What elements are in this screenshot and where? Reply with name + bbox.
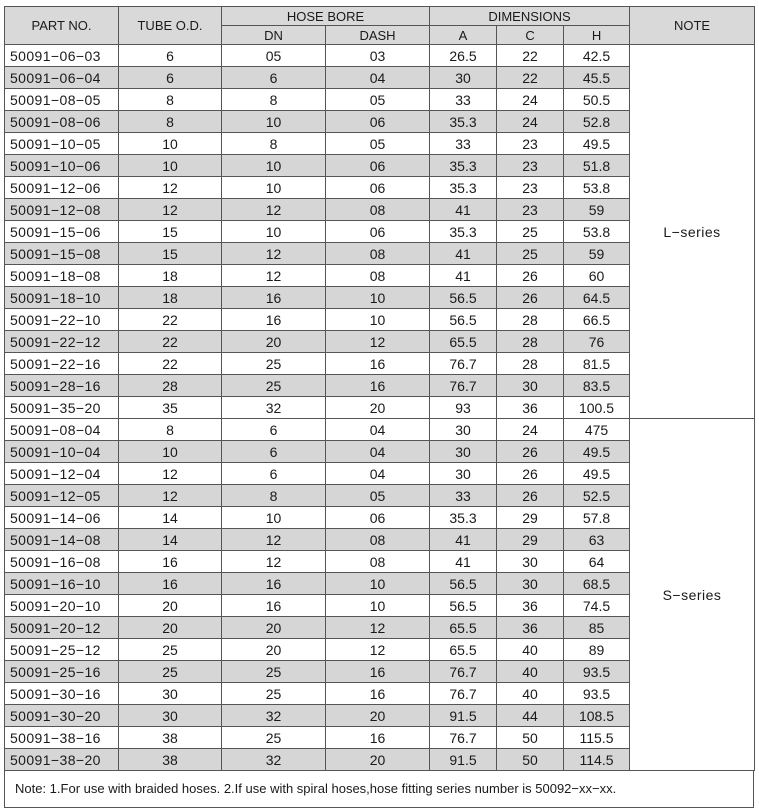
dim-c-cell: 28 [497, 309, 564, 331]
dash-cell: 12 [326, 331, 430, 353]
part-no-cell: 50091−16−10 [5, 573, 119, 595]
dim-h-cell: 100.5 [564, 397, 630, 419]
part-no-cell: 50091−25−12 [5, 639, 119, 661]
dash-cell: 04 [326, 441, 430, 463]
dim-c-cell: 44 [497, 705, 564, 727]
dim-h-cell: 52.5 [564, 485, 630, 507]
dim-a-cell: 30 [430, 463, 497, 485]
dn-cell: 10 [222, 155, 326, 177]
dn-cell: 16 [222, 573, 326, 595]
part-no-cell: 50091−35−20 [5, 397, 119, 419]
tube-od-cell: 8 [119, 419, 222, 441]
part-no-cell: 50091−20−10 [5, 595, 119, 617]
dash-cell: 06 [326, 155, 430, 177]
dim-c-cell: 24 [497, 419, 564, 441]
tube-od-cell: 22 [119, 331, 222, 353]
part-no-cell: 50091−30−20 [5, 705, 119, 727]
dash-cell: 06 [326, 507, 430, 529]
dim-h-cell: 108.5 [564, 705, 630, 727]
tube-od-cell: 6 [119, 45, 222, 67]
tube-od-cell: 15 [119, 221, 222, 243]
dn-cell: 12 [222, 265, 326, 287]
tube-od-cell: 16 [119, 573, 222, 595]
table-body [5, 45, 755, 771]
dim-c-cell: 26 [497, 463, 564, 485]
tube-od-cell: 25 [119, 661, 222, 683]
dn-cell: 6 [222, 463, 326, 485]
part-no-cell: 50091−12−04 [5, 463, 119, 485]
dash-cell: 12 [326, 617, 430, 639]
dim-h-cell: 85 [564, 617, 630, 639]
tube-od-cell: 18 [119, 265, 222, 287]
tube-od-cell: 14 [119, 507, 222, 529]
dim-c-cell: 22 [497, 45, 564, 67]
dn-cell: 10 [222, 221, 326, 243]
tube-od-cell: 15 [119, 243, 222, 265]
header-dimensions: DIMENSIONS [430, 7, 630, 26]
dim-h-cell: 63 [564, 529, 630, 551]
dim-a-cell: 30 [430, 441, 497, 463]
dim-c-cell: 40 [497, 661, 564, 683]
fitting-spec-table [4, 6, 755, 771]
tube-od-cell: 16 [119, 551, 222, 573]
tube-od-cell: 12 [119, 177, 222, 199]
dim-h-cell: 60 [564, 265, 630, 287]
dash-cell: 12 [326, 639, 430, 661]
header-c: C [497, 26, 564, 45]
dim-h-cell: 52.8 [564, 111, 630, 133]
header-tube-od: TUBE O.D. [119, 7, 222, 45]
dim-h-cell: 49.5 [564, 463, 630, 485]
dim-a-cell: 30 [430, 67, 497, 89]
table-row [5, 419, 755, 441]
dim-c-cell: 28 [497, 353, 564, 375]
dim-a-cell: 41 [430, 243, 497, 265]
dim-c-cell: 23 [497, 133, 564, 155]
dim-a-cell: 93 [430, 397, 497, 419]
dash-cell: 10 [326, 595, 430, 617]
dim-c-cell: 26 [497, 441, 564, 463]
dim-c-cell: 26 [497, 485, 564, 507]
dim-h-cell: 81.5 [564, 353, 630, 375]
tube-od-cell: 20 [119, 595, 222, 617]
dn-cell: 16 [222, 287, 326, 309]
header-note: NOTE [630, 7, 755, 45]
dash-cell: 06 [326, 221, 430, 243]
dim-a-cell: 56.5 [430, 595, 497, 617]
dim-a-cell: 41 [430, 551, 497, 573]
dn-cell: 12 [222, 551, 326, 573]
dim-a-cell: 56.5 [430, 309, 497, 331]
dn-cell: 32 [222, 705, 326, 727]
dn-cell: 6 [222, 419, 326, 441]
dim-a-cell: 35.3 [430, 155, 497, 177]
dim-c-cell: 50 [497, 727, 564, 749]
dim-a-cell: 76.7 [430, 683, 497, 705]
tube-od-cell: 20 [119, 617, 222, 639]
dim-a-cell: 76.7 [430, 727, 497, 749]
part-no-cell: 50091−08−04 [5, 419, 119, 441]
dim-a-cell: 33 [430, 485, 497, 507]
dim-a-cell: 33 [430, 89, 497, 111]
dim-h-cell: 76 [564, 331, 630, 353]
tube-od-cell: 30 [119, 705, 222, 727]
tube-od-cell: 38 [119, 749, 222, 771]
part-no-cell: 50091−12−05 [5, 485, 119, 507]
dim-c-cell: 26 [497, 287, 564, 309]
dim-a-cell: 76.7 [430, 661, 497, 683]
dim-h-cell: 64.5 [564, 287, 630, 309]
part-no-cell: 50091−10−05 [5, 133, 119, 155]
tube-od-cell: 25 [119, 639, 222, 661]
part-no-cell: 50091−06−03 [5, 45, 119, 67]
dash-cell: 03 [326, 45, 430, 67]
dn-cell: 20 [222, 639, 326, 661]
dn-cell: 16 [222, 595, 326, 617]
dim-a-cell: 35.3 [430, 177, 497, 199]
dim-h-cell: 49.5 [564, 441, 630, 463]
tube-od-cell: 28 [119, 375, 222, 397]
dim-h-cell: 64 [564, 551, 630, 573]
dim-h-cell: 83.5 [564, 375, 630, 397]
dash-cell: 16 [326, 683, 430, 705]
tube-od-cell: 12 [119, 199, 222, 221]
dim-a-cell: 41 [430, 199, 497, 221]
dim-c-cell: 25 [497, 243, 564, 265]
part-no-cell: 50091−10−06 [5, 155, 119, 177]
part-no-cell: 50091−12−06 [5, 177, 119, 199]
dash-cell: 06 [326, 111, 430, 133]
tube-od-cell: 10 [119, 441, 222, 463]
part-no-cell: 50091−25−16 [5, 661, 119, 683]
part-no-cell: 50091−14−06 [5, 507, 119, 529]
dim-c-cell: 36 [497, 397, 564, 419]
dim-a-cell: 56.5 [430, 287, 497, 309]
dim-c-cell: 30 [497, 375, 564, 397]
dim-h-cell: 57.8 [564, 507, 630, 529]
tube-od-cell: 12 [119, 463, 222, 485]
dn-cell: 6 [222, 67, 326, 89]
dim-a-cell: 76.7 [430, 375, 497, 397]
dn-cell: 10 [222, 177, 326, 199]
dn-cell: 20 [222, 617, 326, 639]
part-no-cell: 50091−10−04 [5, 441, 119, 463]
tube-od-cell: 30 [119, 683, 222, 705]
header-part-no: PART NO. [5, 7, 119, 45]
series-note-cell: S−series [630, 419, 755, 771]
tube-od-cell: 8 [119, 111, 222, 133]
dash-cell: 20 [326, 705, 430, 727]
dn-cell: 6 [222, 441, 326, 463]
tube-od-cell: 10 [119, 155, 222, 177]
series-note-cell: L−series [630, 45, 755, 419]
part-no-cell: 50091−38−20 [5, 749, 119, 771]
part-no-cell: 50091−12−08 [5, 199, 119, 221]
dim-a-cell: 41 [430, 529, 497, 551]
tube-od-cell: 14 [119, 529, 222, 551]
dim-a-cell: 35.3 [430, 111, 497, 133]
dim-a-cell: 26.5 [430, 45, 497, 67]
dash-cell: 06 [326, 177, 430, 199]
dim-c-cell: 23 [497, 155, 564, 177]
part-no-cell: 50091−18−08 [5, 265, 119, 287]
dash-cell: 16 [326, 727, 430, 749]
tube-od-cell: 10 [119, 133, 222, 155]
part-no-cell: 50091−22−10 [5, 309, 119, 331]
dim-h-cell: 53.8 [564, 177, 630, 199]
dn-cell: 25 [222, 375, 326, 397]
dash-cell: 16 [326, 353, 430, 375]
dim-h-cell: 51.8 [564, 155, 630, 177]
dim-c-cell: 29 [497, 529, 564, 551]
header-dash: DASH [326, 26, 430, 45]
dim-h-cell: 68.5 [564, 573, 630, 595]
dn-cell: 25 [222, 661, 326, 683]
dim-a-cell: 35.3 [430, 507, 497, 529]
dash-cell: 10 [326, 287, 430, 309]
dash-cell: 20 [326, 397, 430, 419]
dim-a-cell: 76.7 [430, 353, 497, 375]
dim-c-cell: 26 [497, 265, 564, 287]
dn-cell: 12 [222, 199, 326, 221]
dash-cell: 10 [326, 309, 430, 331]
dim-c-cell: 22 [497, 67, 564, 89]
dim-a-cell: 65.5 [430, 331, 497, 353]
table-row [5, 45, 755, 67]
dash-cell: 16 [326, 375, 430, 397]
dn-cell: 25 [222, 353, 326, 375]
dash-cell: 20 [326, 749, 430, 771]
header-hose-bore: HOSE BORE [222, 7, 430, 26]
header-dn: DN [222, 26, 326, 45]
part-no-cell: 50091−38−16 [5, 727, 119, 749]
dn-cell: 10 [222, 111, 326, 133]
part-no-cell: 50091−22−16 [5, 353, 119, 375]
dim-c-cell: 24 [497, 111, 564, 133]
dim-h-cell: 74.5 [564, 595, 630, 617]
dim-h-cell: 53.8 [564, 221, 630, 243]
part-no-cell: 50091−16−08 [5, 551, 119, 573]
part-no-cell: 50091−14−08 [5, 529, 119, 551]
dim-h-cell: 93.5 [564, 683, 630, 705]
dash-cell: 08 [326, 265, 430, 287]
tube-od-cell: 18 [119, 287, 222, 309]
dn-cell: 05 [222, 45, 326, 67]
dash-cell: 08 [326, 199, 430, 221]
dim-c-cell: 40 [497, 639, 564, 661]
dim-c-cell: 40 [497, 683, 564, 705]
part-no-cell: 50091−15−06 [5, 221, 119, 243]
dim-c-cell: 36 [497, 595, 564, 617]
header-a: A [430, 26, 497, 45]
dash-cell: 08 [326, 529, 430, 551]
dim-c-cell: 28 [497, 331, 564, 353]
tube-od-cell: 22 [119, 353, 222, 375]
dim-h-cell: 89 [564, 639, 630, 661]
dash-cell: 16 [326, 661, 430, 683]
dim-a-cell: 30 [430, 419, 497, 441]
dim-c-cell: 50 [497, 749, 564, 771]
dim-c-cell: 29 [497, 507, 564, 529]
dn-cell: 25 [222, 683, 326, 705]
dn-cell: 8 [222, 485, 326, 507]
dim-a-cell: 41 [430, 265, 497, 287]
header-h: H [564, 26, 630, 45]
dash-cell: 05 [326, 89, 430, 111]
dn-cell: 32 [222, 749, 326, 771]
tube-od-cell: 35 [119, 397, 222, 419]
dim-h-cell: 50.5 [564, 89, 630, 111]
spec-sheet [4, 6, 754, 808]
dash-cell: 08 [326, 551, 430, 573]
tube-od-cell: 8 [119, 89, 222, 111]
dim-h-cell: 115.5 [564, 727, 630, 749]
dash-cell: 05 [326, 485, 430, 507]
dim-h-cell: 59 [564, 199, 630, 221]
tube-od-cell: 38 [119, 727, 222, 749]
part-no-cell: 50091−08−06 [5, 111, 119, 133]
dim-a-cell: 35.3 [430, 221, 497, 243]
part-no-cell: 50091−22−12 [5, 331, 119, 353]
dn-cell: 25 [222, 727, 326, 749]
dim-h-cell: 42.5 [564, 45, 630, 67]
dim-h-cell: 114.5 [564, 749, 630, 771]
part-no-cell: 50091−18−10 [5, 287, 119, 309]
dash-cell: 04 [326, 419, 430, 441]
dash-cell: 10 [326, 573, 430, 595]
dim-h-cell: 93.5 [564, 661, 630, 683]
tube-od-cell: 6 [119, 67, 222, 89]
dn-cell: 12 [222, 243, 326, 265]
dn-cell: 10 [222, 507, 326, 529]
table-header [5, 7, 755, 45]
part-no-cell: 50091−28−16 [5, 375, 119, 397]
dn-cell: 8 [222, 133, 326, 155]
dim-h-cell: 66.5 [564, 309, 630, 331]
dn-cell: 32 [222, 397, 326, 419]
dim-a-cell: 91.5 [430, 749, 497, 771]
dn-cell: 16 [222, 309, 326, 331]
footnote: Note: 1.For use with braided hoses. 2.If use with spiral hoses,hose fitting series number is 50092−xx−xx. [4, 771, 754, 808]
dim-a-cell: 33 [430, 133, 497, 155]
part-no-cell: 50091−08−05 [5, 89, 119, 111]
tube-od-cell: 22 [119, 309, 222, 331]
dim-a-cell: 65.5 [430, 617, 497, 639]
dim-c-cell: 30 [497, 551, 564, 573]
dim-c-cell: 25 [497, 221, 564, 243]
dash-cell: 08 [326, 243, 430, 265]
dim-h-cell: 45.5 [564, 67, 630, 89]
dn-cell: 8 [222, 89, 326, 111]
part-no-cell: 50091−20−12 [5, 617, 119, 639]
part-no-cell: 50091−30−16 [5, 683, 119, 705]
dim-a-cell: 56.5 [430, 573, 497, 595]
dim-c-cell: 36 [497, 617, 564, 639]
tube-od-cell: 12 [119, 485, 222, 507]
dim-h-cell: 59 [564, 243, 630, 265]
dn-cell: 12 [222, 529, 326, 551]
dim-h-cell: 475 [564, 419, 630, 441]
part-no-cell: 50091−15−08 [5, 243, 119, 265]
dn-cell: 20 [222, 331, 326, 353]
dash-cell: 04 [326, 67, 430, 89]
dim-h-cell: 49.5 [564, 133, 630, 155]
dash-cell: 04 [326, 463, 430, 485]
dim-c-cell: 23 [497, 177, 564, 199]
dash-cell: 05 [326, 133, 430, 155]
part-no-cell: 50091−06−04 [5, 67, 119, 89]
dim-c-cell: 30 [497, 573, 564, 595]
dim-a-cell: 91.5 [430, 705, 497, 727]
dim-a-cell: 65.5 [430, 639, 497, 661]
dim-c-cell: 24 [497, 89, 564, 111]
dim-c-cell: 23 [497, 199, 564, 221]
